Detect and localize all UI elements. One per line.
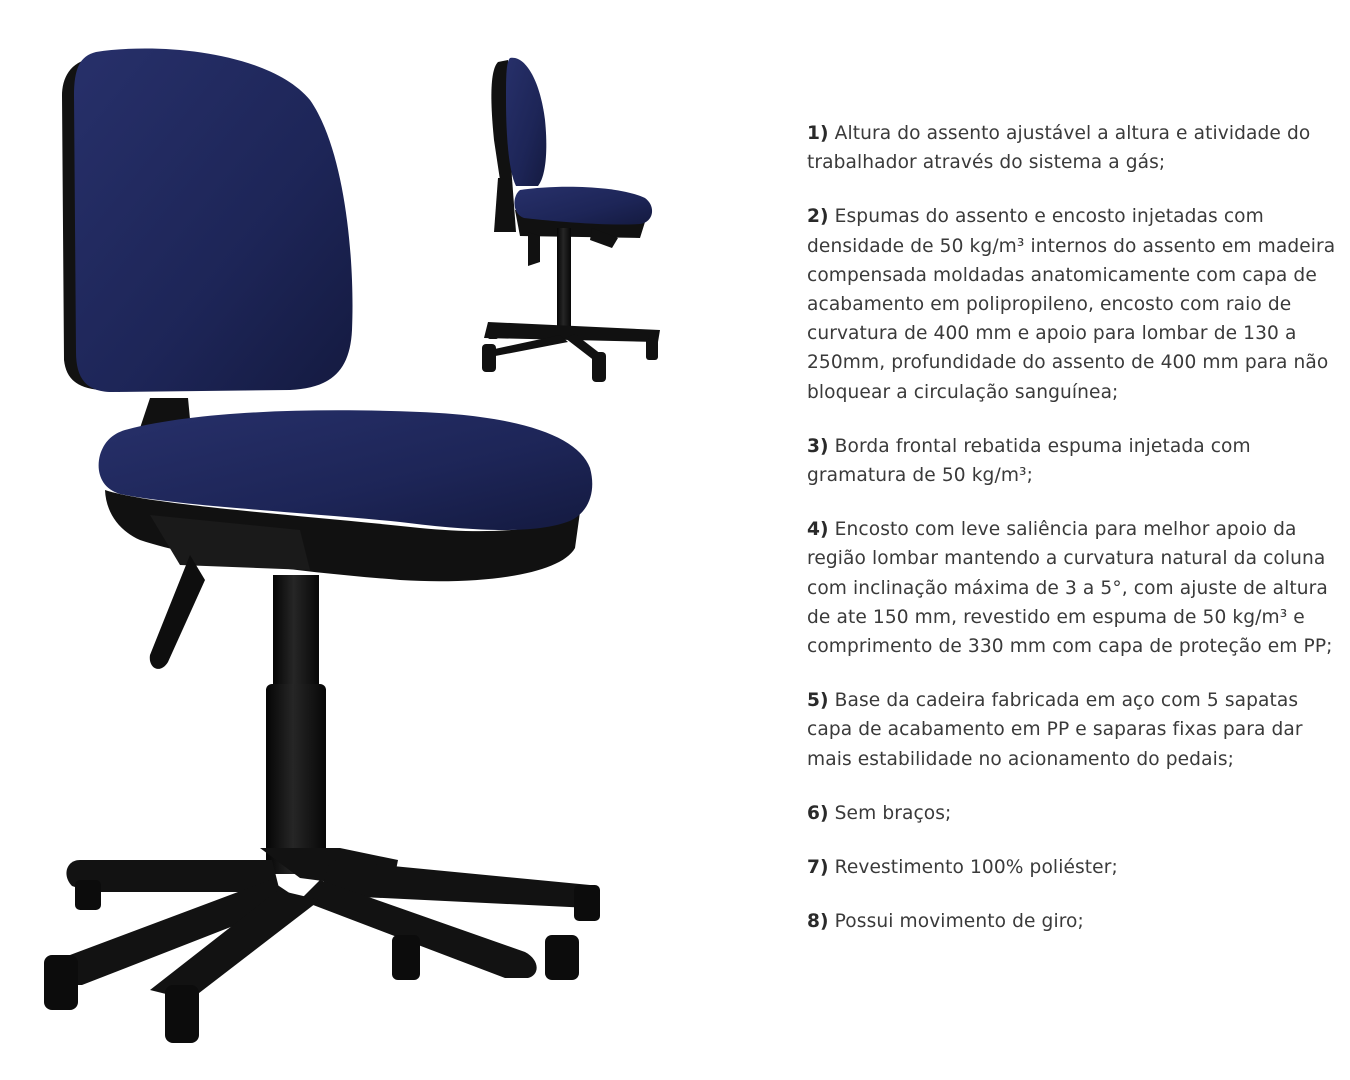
- side-seat-cushion: [514, 187, 652, 225]
- feature-text: Base da cadeira fabricada em aço com 5 sapatas capa de acabamento em PP e saparas fixas para dar mais estabilidade no acionamento do pedais;: [807, 690, 1303, 770]
- feature-text: Possui movimento de giro;: [834, 911, 1084, 933]
- feature-item: [807, 515, 1347, 661]
- height-lever: [150, 555, 205, 669]
- feature-item: [807, 853, 1347, 882]
- side-gas-cylinder: [557, 228, 571, 328]
- backrest-cushion: [74, 48, 353, 392]
- feature-list: [807, 119, 1347, 961]
- feature-item: [807, 432, 1347, 490]
- feature-number: 1): [807, 123, 829, 144]
- chair-side-image: [482, 58, 660, 382]
- feature-item: [807, 686, 1347, 774]
- feature-item: [807, 799, 1347, 828]
- gas-cylinder-lower: [266, 684, 326, 874]
- feature-text: Altura do assento ajustável a altura e atividade do trabalhador através do sistema a gás;: [807, 123, 1311, 174]
- feature-number: 4): [807, 519, 829, 541]
- side-lever: [528, 232, 540, 266]
- star-base: [54, 848, 599, 1000]
- feature-number: 2): [807, 206, 829, 228]
- feature-text: Espumas do assento e encosto injetadas com densidade de 50 kg/m³ internos do assento em madeira compensada moldadas anatomicamente com capa de acabamento em polipropileno, encosto com raio de curvatura de 400 mm e apoio para lombar de 130 a 250mm, profundidade do assento de 400 mm para não bloquear a circulação sanguínea;: [807, 206, 1336, 403]
- feature-number: 5): [807, 690, 829, 712]
- side-back-bracket: [494, 178, 516, 232]
- feature-item: [807, 907, 1347, 936]
- feature-number: 8): [807, 911, 829, 933]
- gas-cylinder: [273, 575, 319, 685]
- feature-item: [807, 119, 1347, 177]
- feature-number: 3): [807, 435, 829, 457]
- feature-text: Borda frontal rebatida espuma injetada com gramatura de 50 kg/m³;: [807, 435, 1251, 487]
- feature-number: 6): [807, 802, 829, 824]
- feature-item: [807, 202, 1347, 406]
- side-backrest-cushion: [506, 58, 546, 186]
- feature-text: Revestimento 100% poliéster;: [834, 857, 1118, 879]
- feature-text: Sem braços;: [834, 802, 952, 824]
- feature-number: 7): [807, 857, 829, 879]
- side-star-base: [482, 322, 660, 382]
- feature-text: Encosto com leve saliência para melhor apoio da região lombar mantendo a curvatura natural da coluna com inclinação máxima de 3 a 5°, com ajuste de altura de ate 150 mm, revestido em espuma de 50 kg/m³ e comprimento de 330 mm com capa de proteção em PP;: [807, 519, 1333, 658]
